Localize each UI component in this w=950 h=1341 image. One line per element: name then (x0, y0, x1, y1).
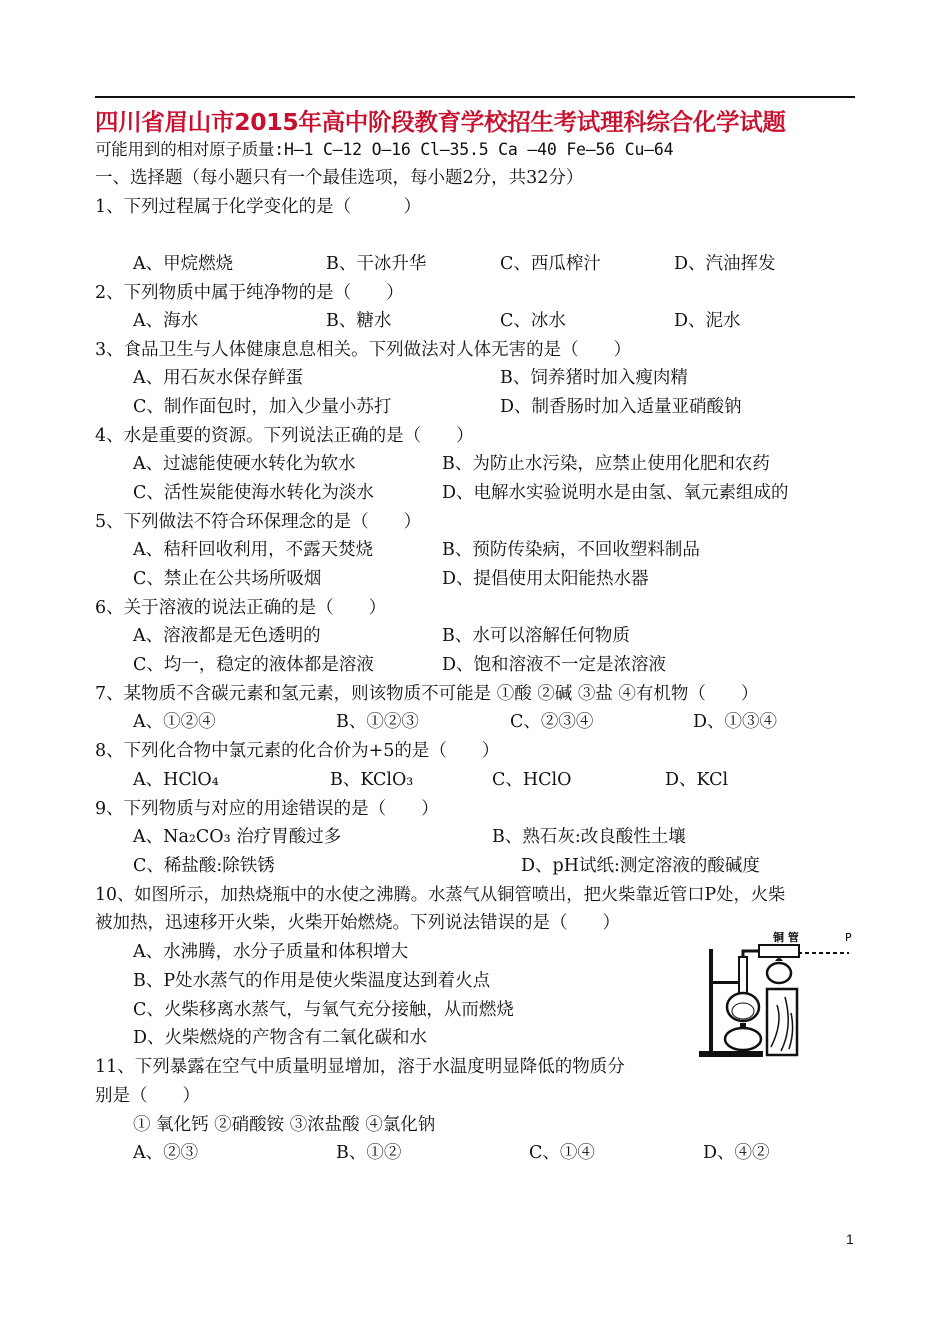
apparatus-figure (697, 927, 855, 1059)
q7-option-c: C、②③④ (510, 712, 594, 732)
q4-option-d: D、电解水实验说明水是由氢、氧元素组成的 (442, 483, 789, 503)
page-title: 四川省眉山市2015年高中阶段教育学校招生考试理科综合化学试题 (95, 108, 786, 136)
page-number: 1 (846, 1231, 854, 1247)
q3-option-c: C、制作面包时，加入少量小苏打 (133, 397, 392, 417)
q8-stem: 8、下列化合物中氯元素的化合价为+5的是（ ） (95, 741, 500, 761)
q1-option-d: D、汽油挥发 (674, 254, 776, 274)
q4-stem: 4、水是重要的资源。下列说法正确的是（ ） (95, 426, 474, 446)
q8-option-c: C、HClO (492, 770, 572, 790)
q2-option-c: C、冰水 (500, 311, 566, 331)
q1-stem: 1、下列过程属于化学变化的是（ ） (95, 197, 422, 217)
q3-stem: 3、食品卫生与人体健康息息相关。下列做法对人体无害的是（ ） (95, 340, 632, 360)
q10-option-d: D、火柴燃烧的产物含有二氧化碳和水 (133, 1028, 428, 1048)
q3-option-a: A、用石灰水保存鲜蛋 (133, 368, 304, 388)
q8-option-b: B、KClO₃ (330, 770, 414, 790)
q2-option-d: D、泥水 (674, 311, 741, 331)
q11-stem-line2: 别是（ ） (95, 1086, 200, 1106)
q2-option-b: B、糖水 (326, 311, 392, 331)
q5-option-d: D、提倡使用太阳能热水器 (442, 569, 649, 589)
q7-stem: 7、某物质不含碳元素和氢元素，则该物质不可能是 ①酸 ②碱 ③盐 ④有机物（ ） (95, 684, 759, 704)
q7-option-a: A、①②④ (133, 712, 216, 732)
q6-stem: 6、关于溶液的说法正确的是（ ） (95, 598, 387, 618)
q7-option-d: D、①③④ (693, 712, 778, 732)
q5-stem: 5、下列做法不符合环保理念的是（ ） (95, 512, 422, 532)
q10-option-c: C、火柴移离水蒸气，与氧气充分接触，从而燃烧 (133, 1000, 514, 1020)
q11-stem-line1: 11、下列暴露在空气中质量明显增加，溶于水温度明显降低的物质分 (95, 1057, 625, 1077)
p-label: P (845, 931, 852, 944)
q1-option-b: B、干冰升华 (326, 254, 427, 274)
q8-option-d: D、KCl (665, 770, 729, 790)
q4-option-a: A、过滤能使硬水转化为软水 (133, 454, 356, 474)
atomic-mass-line: 可能用到的相对原子质量:H—1 C—12 O—16 Cl—35.5 Ca —40 Fe—56 Cu—64 (95, 140, 674, 159)
q10-stem-line1: 10、如图所示，加热烧瓶中的水使之沸腾。水蒸气从铜管喷出，把火柴靠近管口P处，火柴 (95, 885, 786, 905)
q9-option-d: D、pH试纸:测定溶液的酸碱度 (521, 856, 760, 876)
q8-option-a: A、HClO₄ (133, 770, 219, 790)
q10-option-a: A、水沸腾，水分子质量和体积增大 (133, 942, 409, 962)
q9-stem: 9、下列物质与对应的用途错误的是（ ） (95, 799, 439, 819)
q6-option-d: D、饱和溶液不一定是浓溶液 (442, 655, 667, 675)
q9-option-b: B、熟石灰:改良酸性土壤 (492, 827, 686, 847)
q9-option-a: A、Na₂CO₃ 治疗胃酸过多 (133, 827, 342, 847)
q6-option-b: B、水可以溶解任何物质 (442, 626, 630, 646)
q9-option-c: C、稀盐酸:除铁锈 (133, 856, 275, 876)
q2-stem: 2、下列物质中属于纯净物的是（ ） (95, 283, 404, 303)
q5-option-c: C、禁止在公共场所吸烟 (133, 569, 322, 589)
q1-option-c: C、西瓜榨汁 (500, 254, 601, 274)
title-rule (95, 96, 855, 98)
q6-option-a: A、溶液都是无色透明的 (133, 626, 321, 646)
q3-option-b: B、饲养猪时加入瘦肉精 (500, 368, 688, 388)
q4-option-c: C、活性炭能使海水转化为淡水 (133, 483, 374, 503)
section-heading: 一、选择题（每小题只有一个最佳选项，每小题2分，共32分） (95, 168, 584, 188)
q11-option-c: C、①④ (529, 1143, 595, 1163)
q11-item-list: ① 氧化钙 ②硝酸铵 ③浓盐酸 ④氯化钠 (133, 1115, 436, 1135)
q4-option-b: B、为防止水污染，应禁止使用化肥和农药 (442, 454, 770, 474)
copper-tube-label: 铜 管 (773, 931, 799, 944)
q1-option-a: A、甲烷燃烧 (133, 254, 234, 274)
q6-option-c: C、均一，稳定的液体都是溶液 (133, 655, 374, 675)
q11-option-a: A、②③ (133, 1143, 199, 1163)
q11-option-d: D、④② (703, 1143, 770, 1163)
q5-option-a: A、秸秆回收利用，不露天焚烧 (133, 540, 374, 560)
q10-option-b: B、P处水蒸气的作用是使火柴温度达到着火点 (133, 971, 491, 991)
q7-option-b: B、①②③ (336, 712, 419, 732)
q10-stem-line2: 被加热，迅速移开火柴，火柴开始燃烧。下列说法错误的是（ ） (95, 913, 620, 933)
q11-option-b: B、①② (336, 1143, 402, 1163)
q5-option-b: B、预防传染病，不回收塑料制品 (442, 540, 700, 560)
q3-option-d: D、制香肠时加入适量亚硝酸钠 (500, 397, 742, 417)
q2-option-a: A、海水 (133, 311, 199, 331)
